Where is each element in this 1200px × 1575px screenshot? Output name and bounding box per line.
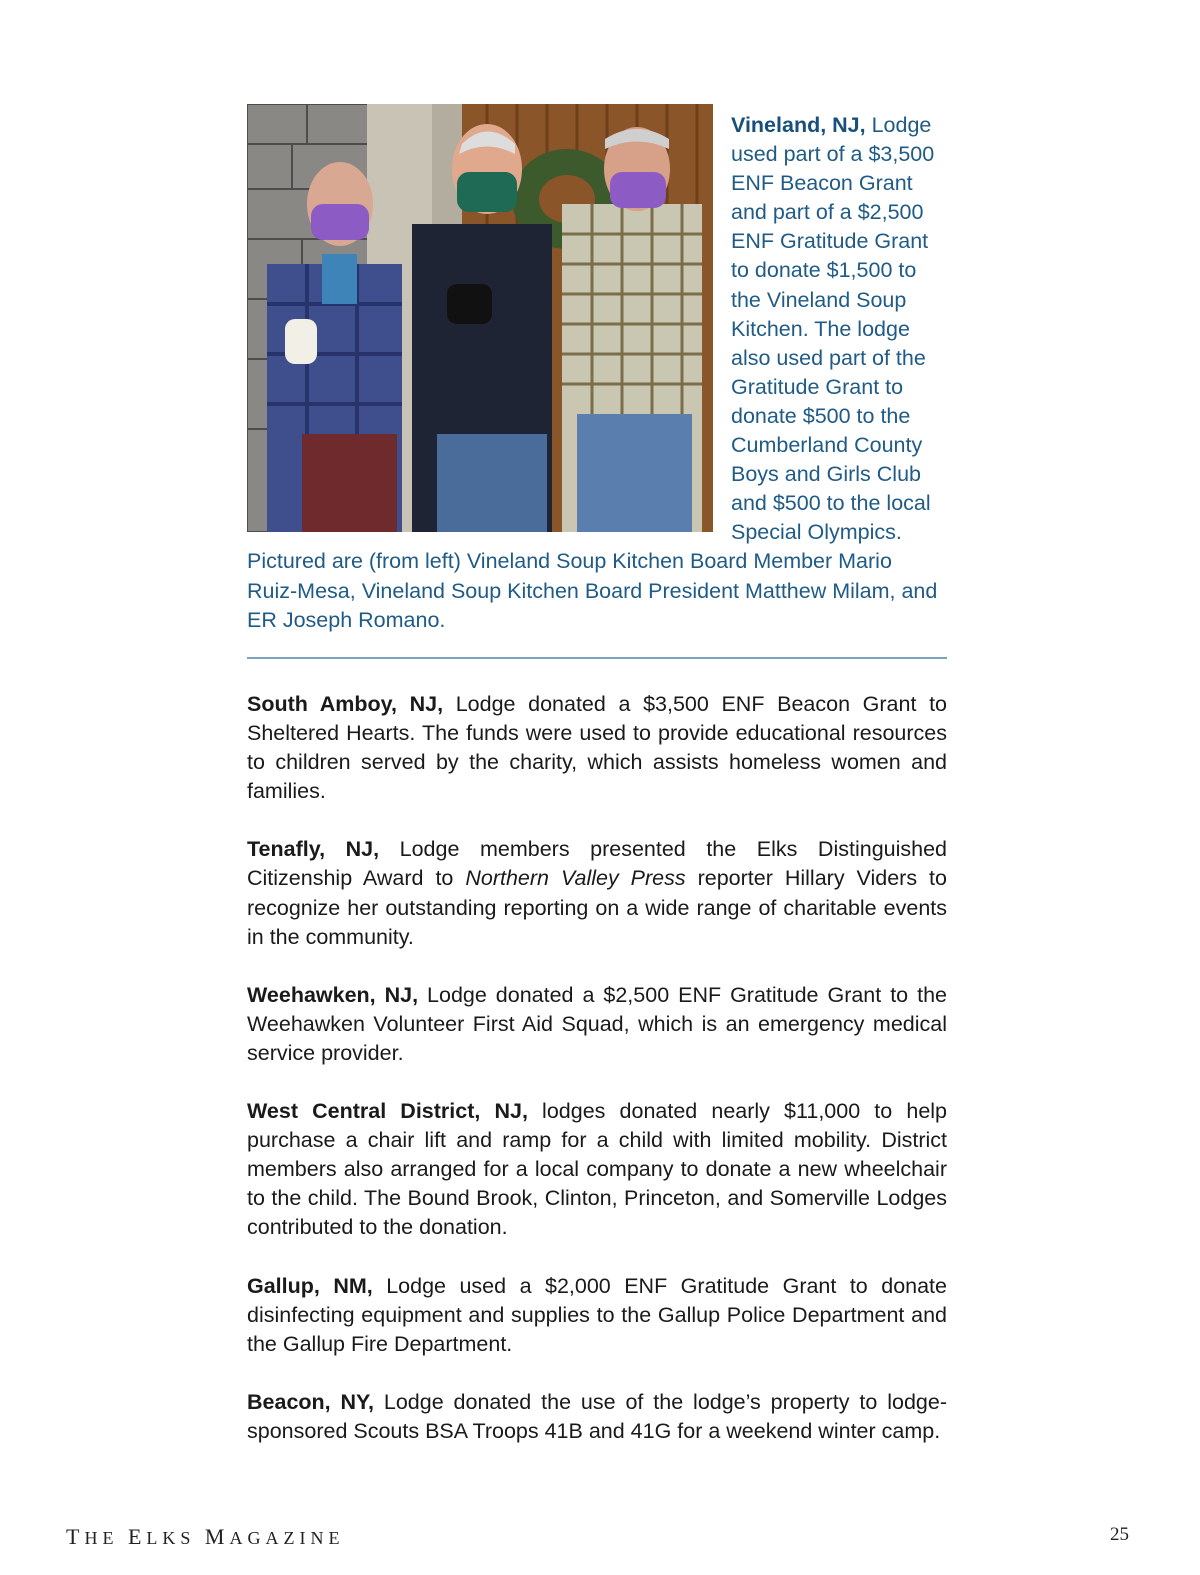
article-gallup (247, 1272, 947, 1359)
article-text: Lodge donated the use of the lodge’s property to lodge-sponsored Scouts BSA Troops 41B and 41G for a weekend winter camp. (247, 1389, 947, 1443)
article-weehawken (247, 981, 947, 1068)
articles-list (247, 690, 947, 1475)
magazine-title: THE ELKS MAGAZINE (66, 1524, 345, 1549)
feature-caption (247, 111, 947, 635)
article-location: West Central District, NJ, (247, 1099, 528, 1124)
section-divider (247, 657, 947, 659)
article-text: Lodge donated a $3,500 ENF Beacon Grant to Sheltered Hearts. The funds were used to provide educational resources to children served by the charity, which assists homeless women and families. (247, 692, 947, 804)
publication-name: Northern Valley Press (465, 866, 686, 891)
article-south-amboy (247, 690, 947, 806)
article-tenafly (247, 835, 947, 951)
article-text: Lodge used a $2,000 ENF Gratitude Grant to donate disinfecting equipment and supplies to the Gallup Police Department and the Gallup Fire Department. (247, 1273, 947, 1356)
feature-text: Lodge used part of a $3,500 ENF Beacon Grant and part of a $2,500 ENF Gratitude Grant to donate $1,500 to the Vineland Soup Kitchen. The lodge also used part of the Gratitude Grant to donate $500 to the Cumberland County Boys and Girls Club and $500 to the local Special Olympics. Pictured are (from left) Vineland Soup Kitchen Board Member Mario Ruiz-Mesa, Vineland Soup Kitchen Board President Matthew Milam, and ER Joseph Romano. (247, 113, 938, 632)
article-location: Beacon, NY, (247, 1389, 374, 1414)
photo-wrap-spacer (247, 111, 731, 547)
article-text: Lodge donated a $2,500 ENF Gratitude Grant to the Weehawken Volunteer First Aid Squad, which is an emergency medical service provider. (247, 982, 947, 1065)
feature-location: Vineland, NJ, (731, 113, 866, 137)
article-text: lodges donated nearly $11,000 to help purchase a chair lift and ramp for a child with limited mobility. District members also arranged for a local company to donate a new wheelchair to the child. The Bound Brook, Clinton, Princeton, and Somerville Lodges contributed to the donation. (247, 1099, 948, 1240)
article-text: Lodge members presented the Elks Distinguished Citizenship Award to (247, 837, 948, 891)
article-location: South Amboy, NJ, (247, 692, 444, 716)
article-text: reporter Hillary Viders to recognize her outstanding reporting on a wide range of charitable events in the community. (247, 866, 947, 949)
article-beacon (247, 1388, 947, 1446)
article-location: Gallup, NM, (247, 1273, 373, 1298)
article-location: Tenafly, NJ, (247, 837, 380, 862)
page-number: 25 (1110, 1524, 1129, 1545)
article-west-central-district (247, 1097, 947, 1242)
article-location: Weehawken, NJ, (247, 982, 419, 1007)
